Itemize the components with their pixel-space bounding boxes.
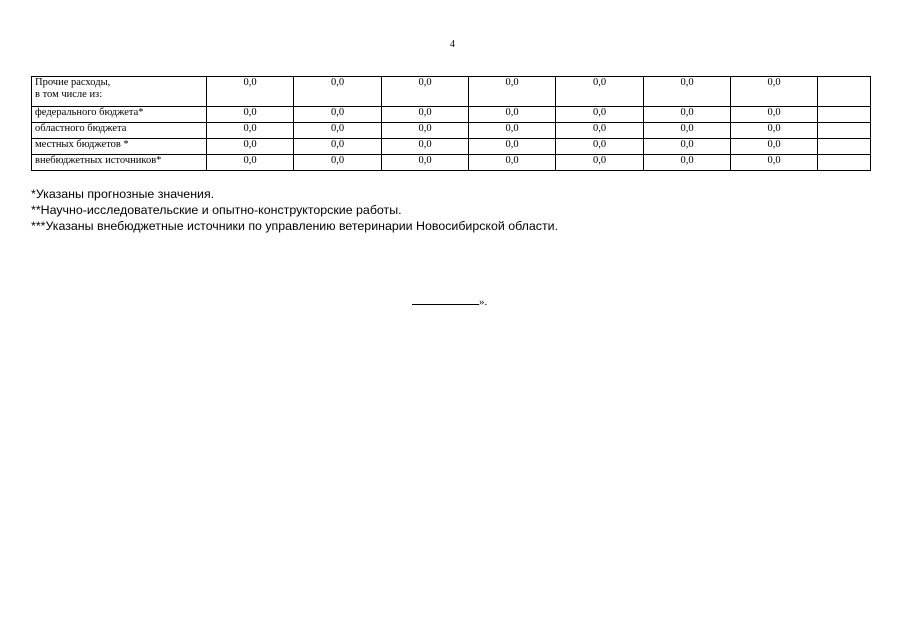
footnotes bbox=[31, 186, 558, 234]
value-cell: 0,0 bbox=[294, 107, 382, 123]
row-label-line: местных бюджетов * bbox=[35, 139, 129, 150]
value-cell: 0,0 bbox=[731, 107, 818, 123]
value-cell bbox=[818, 77, 871, 107]
value-cell: 0,0 bbox=[556, 155, 644, 171]
row-label bbox=[32, 139, 207, 155]
value-cell: 0,0 bbox=[731, 77, 818, 107]
value-cell: 0,0 bbox=[556, 139, 644, 155]
value-cell bbox=[818, 139, 871, 155]
row-label-line: федерального бюджета* bbox=[35, 107, 144, 118]
value-cell: 0,0 bbox=[469, 139, 556, 155]
table-row bbox=[32, 123, 871, 139]
value-cell bbox=[818, 155, 871, 171]
value-cell: 0,0 bbox=[469, 77, 556, 107]
value-cell: 0,0 bbox=[644, 107, 731, 123]
value-cell: 0,0 bbox=[556, 77, 644, 107]
table-row bbox=[32, 77, 871, 107]
value-cell: 0,0 bbox=[382, 139, 469, 155]
value-cell: 0,0 bbox=[469, 155, 556, 171]
row-label-line: внебюджетных источников* bbox=[35, 155, 162, 166]
closing-underline bbox=[412, 293, 479, 305]
value-cell: 0,0 bbox=[556, 107, 644, 123]
value-cell: 0,0 bbox=[382, 107, 469, 123]
footnote-offbudget: ***Указаны внебюджетные источники по управлению ветеринарии Новосибирской области. bbox=[31, 219, 559, 233]
value-cell: 0,0 bbox=[469, 123, 556, 139]
value-cell: 0,0 bbox=[644, 139, 731, 155]
footnote-forecast: *Указаны прогнозные значения. bbox=[31, 187, 215, 201]
row-label bbox=[32, 77, 207, 107]
closing-mark bbox=[412, 293, 487, 308]
value-cell: 0,0 bbox=[207, 77, 294, 107]
row-label bbox=[32, 155, 207, 171]
value-cell: 0,0 bbox=[731, 155, 818, 171]
table-row bbox=[32, 155, 871, 171]
footnote-rnd: **Научно-исследовательские и опытно-конструкторские работы. bbox=[31, 203, 402, 217]
row-label-line: областного бюджета bbox=[35, 123, 127, 134]
value-cell: 0,0 bbox=[207, 123, 294, 139]
value-cell bbox=[818, 107, 871, 123]
value-cell: 0,0 bbox=[382, 155, 469, 171]
value-cell: 0,0 bbox=[382, 123, 469, 139]
value-cell: 0,0 bbox=[644, 77, 731, 107]
value-cell: 0,0 bbox=[207, 155, 294, 171]
value-cell: 0,0 bbox=[731, 139, 818, 155]
table-row bbox=[32, 107, 871, 123]
value-cell bbox=[818, 123, 871, 139]
row-label bbox=[32, 107, 207, 123]
value-cell: 0,0 bbox=[294, 155, 382, 171]
value-cell: 0,0 bbox=[731, 123, 818, 139]
closing-quote: ». bbox=[479, 296, 488, 308]
value-cell: 0,0 bbox=[644, 123, 731, 139]
table-row bbox=[32, 139, 871, 155]
value-cell: 0,0 bbox=[644, 155, 731, 171]
row-label-line: Прочие расходы, bbox=[35, 77, 111, 88]
value-cell: 0,0 bbox=[207, 107, 294, 123]
page-number: 4 bbox=[450, 39, 455, 50]
row-label bbox=[32, 123, 207, 139]
value-cell: 0,0 bbox=[294, 123, 382, 139]
value-cell: 0,0 bbox=[469, 107, 556, 123]
value-cell: 0,0 bbox=[294, 139, 382, 155]
budget-table-body bbox=[32, 77, 871, 171]
value-cell: 0,0 bbox=[294, 77, 382, 107]
value-cell: 0,0 bbox=[207, 139, 294, 155]
value-cell: 0,0 bbox=[382, 77, 469, 107]
budget-table bbox=[31, 76, 871, 171]
row-label-line: в том числе из: bbox=[35, 89, 103, 100]
value-cell: 0,0 bbox=[556, 123, 644, 139]
